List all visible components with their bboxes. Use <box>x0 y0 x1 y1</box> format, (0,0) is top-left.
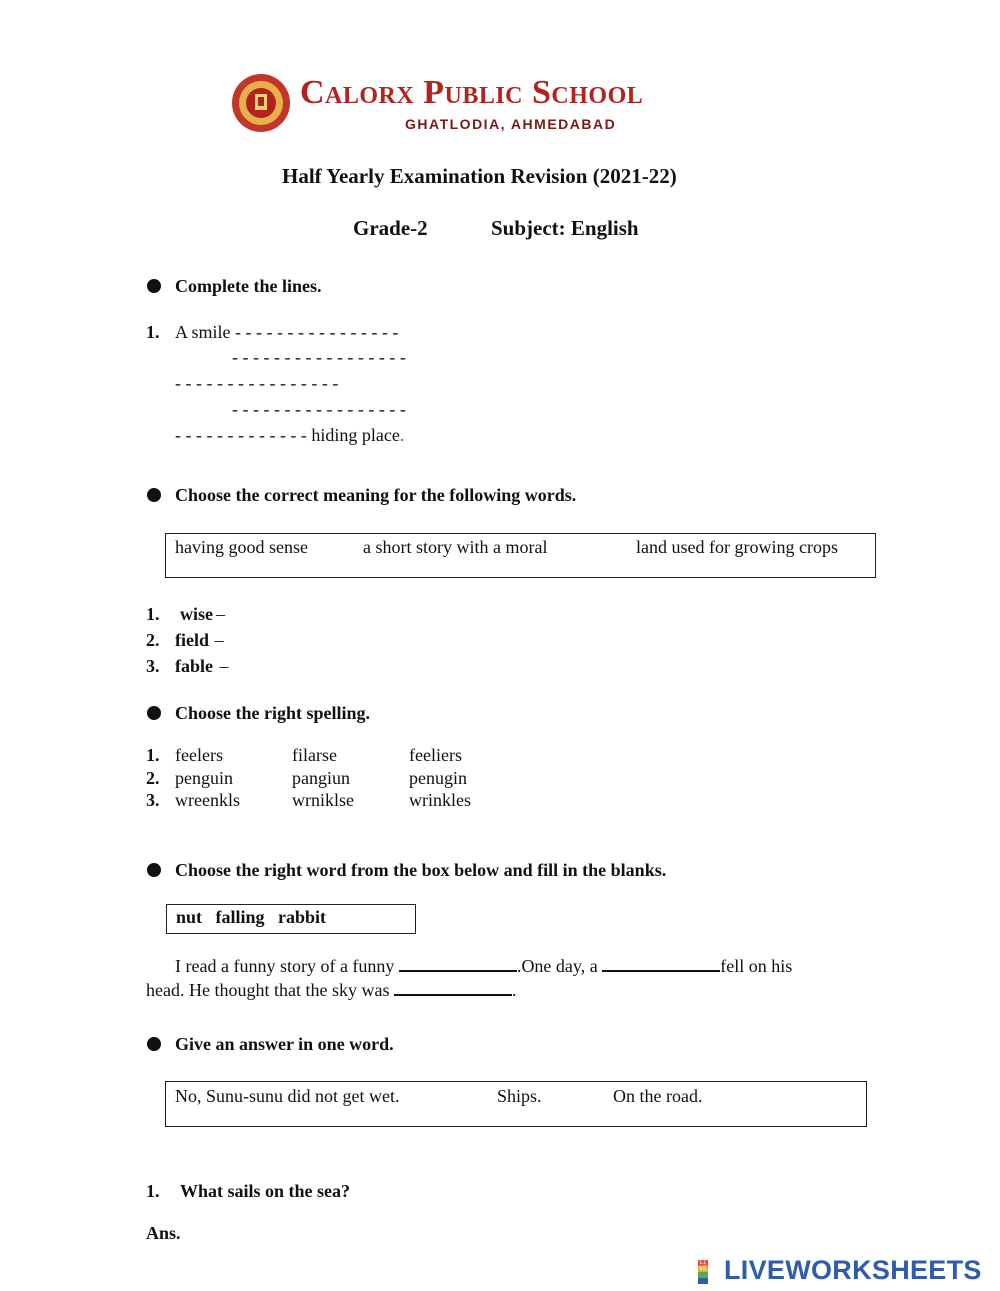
subject-label: Subject: English <box>491 216 639 240</box>
brand-name: LIVEWORKSHEETS <box>724 1255 982 1285</box>
answer-label: Ans. <box>146 1223 181 1243</box>
school-logo <box>230 70 760 136</box>
section1-number: 1. <box>146 322 160 342</box>
answer-option: No, Sunu-sunu did not get wet. <box>175 1086 400 1106</box>
meaning-option: land used for growing crops <box>636 537 838 557</box>
poem-line-5 <box>175 425 404 446</box>
meaning-word: fable <box>175 656 213 676</box>
section2-heading: Choose the correct meaning for the following words. <box>175 485 577 505</box>
word-box-words: nut falling rabbit <box>176 907 327 927</box>
brand-icon-letter: LIVE <box>698 1260 708 1284</box>
question-text: What sails on the sea? <box>180 1181 351 1201</box>
fill-blank-line-2: head. He thought that the sky was . <box>146 980 517 1000</box>
answer-option: On the road. <box>613 1086 703 1106</box>
bullet-icon <box>147 863 161 877</box>
spelling-option: pangiun <box>292 768 350 788</box>
spelling-option: wrinkles <box>409 790 471 810</box>
spelling-option: wreenkls <box>175 790 240 810</box>
bullet-icon <box>147 488 161 502</box>
poem-end-period: . <box>399 425 405 445</box>
meaning-option: a short story with a moral <box>363 537 548 557</box>
liveworksheets-logo[interactable] <box>698 1255 994 1289</box>
spelling-option: filarse <box>292 745 337 765</box>
section3-heading: Choose the right spelling. <box>175 703 371 723</box>
question-num: 1. <box>146 1181 160 1201</box>
section1-heading: Complete the lines. <box>175 276 322 296</box>
fill-blank-line-1: I read a funny story of a funny .One day, a fell on his <box>175 956 793 976</box>
answer-options-box <box>165 1081 867 1127</box>
word-box <box>166 904 416 934</box>
section4-heading: Choose the right word from the box below and fill in the blanks. <box>175 860 667 880</box>
spelling-option: wrniklse <box>292 790 354 810</box>
poem-line-4: - - - - - - - - - - - - - - - - - <box>232 399 406 419</box>
bullet-icon <box>147 706 161 720</box>
meaning-word: wise <box>180 604 213 624</box>
meaning-option: having good sense <box>175 537 308 557</box>
bullet-icon <box>147 279 161 293</box>
meaning-item-1: 1. wise – <box>146 604 225 624</box>
spelling-num: 3. <box>146 790 160 810</box>
meaning-item-2: 2. field – <box>146 630 224 650</box>
answer-option: Ships. <box>497 1086 542 1106</box>
blank-input[interactable] <box>394 993 512 996</box>
school-crest-icon <box>230 72 292 134</box>
meaning-word: field <box>175 630 209 650</box>
poem-line-3: - - - - - - - - - - - - - - - - <box>175 373 339 393</box>
meaning-dash: – <box>215 656 229 676</box>
exam-title: Half Yearly Examination Revision (2021-22) <box>282 164 677 188</box>
section5-heading: Give an answer in one word. <box>175 1034 394 1054</box>
blank-input[interactable] <box>399 969 517 972</box>
school-location: GHATLODIA, AHMEDABAD <box>405 116 617 132</box>
school-name: Calorx Public School <box>300 74 644 111</box>
meaning-dash: – <box>216 604 225 624</box>
poem-line-2: - - - - - - - - - - - - - - - - - <box>232 347 406 367</box>
spelling-option: penugin <box>409 768 467 788</box>
meaning-item-3: 3. fable – <box>146 656 229 676</box>
blank-input[interactable] <box>602 969 720 972</box>
poem-line-1: A smile - - - - - - - - - - - - - - - - <box>175 322 399 342</box>
meaning-dash: – <box>210 630 224 650</box>
brand-icon <box>698 1260 720 1284</box>
poem-line-5-text: - - - - - - - - - - - - - hiding place <box>175 425 400 445</box>
spelling-option: feeliers <box>409 745 462 765</box>
spelling-option: feelers <box>175 745 223 765</box>
bullet-icon <box>147 1037 161 1051</box>
spelling-num: 1. <box>146 745 160 765</box>
grade-label: Grade-2 <box>353 216 428 240</box>
spelling-num: 2. <box>146 768 160 788</box>
spelling-option: penguin <box>175 768 233 788</box>
meaning-options-box <box>165 533 876 578</box>
